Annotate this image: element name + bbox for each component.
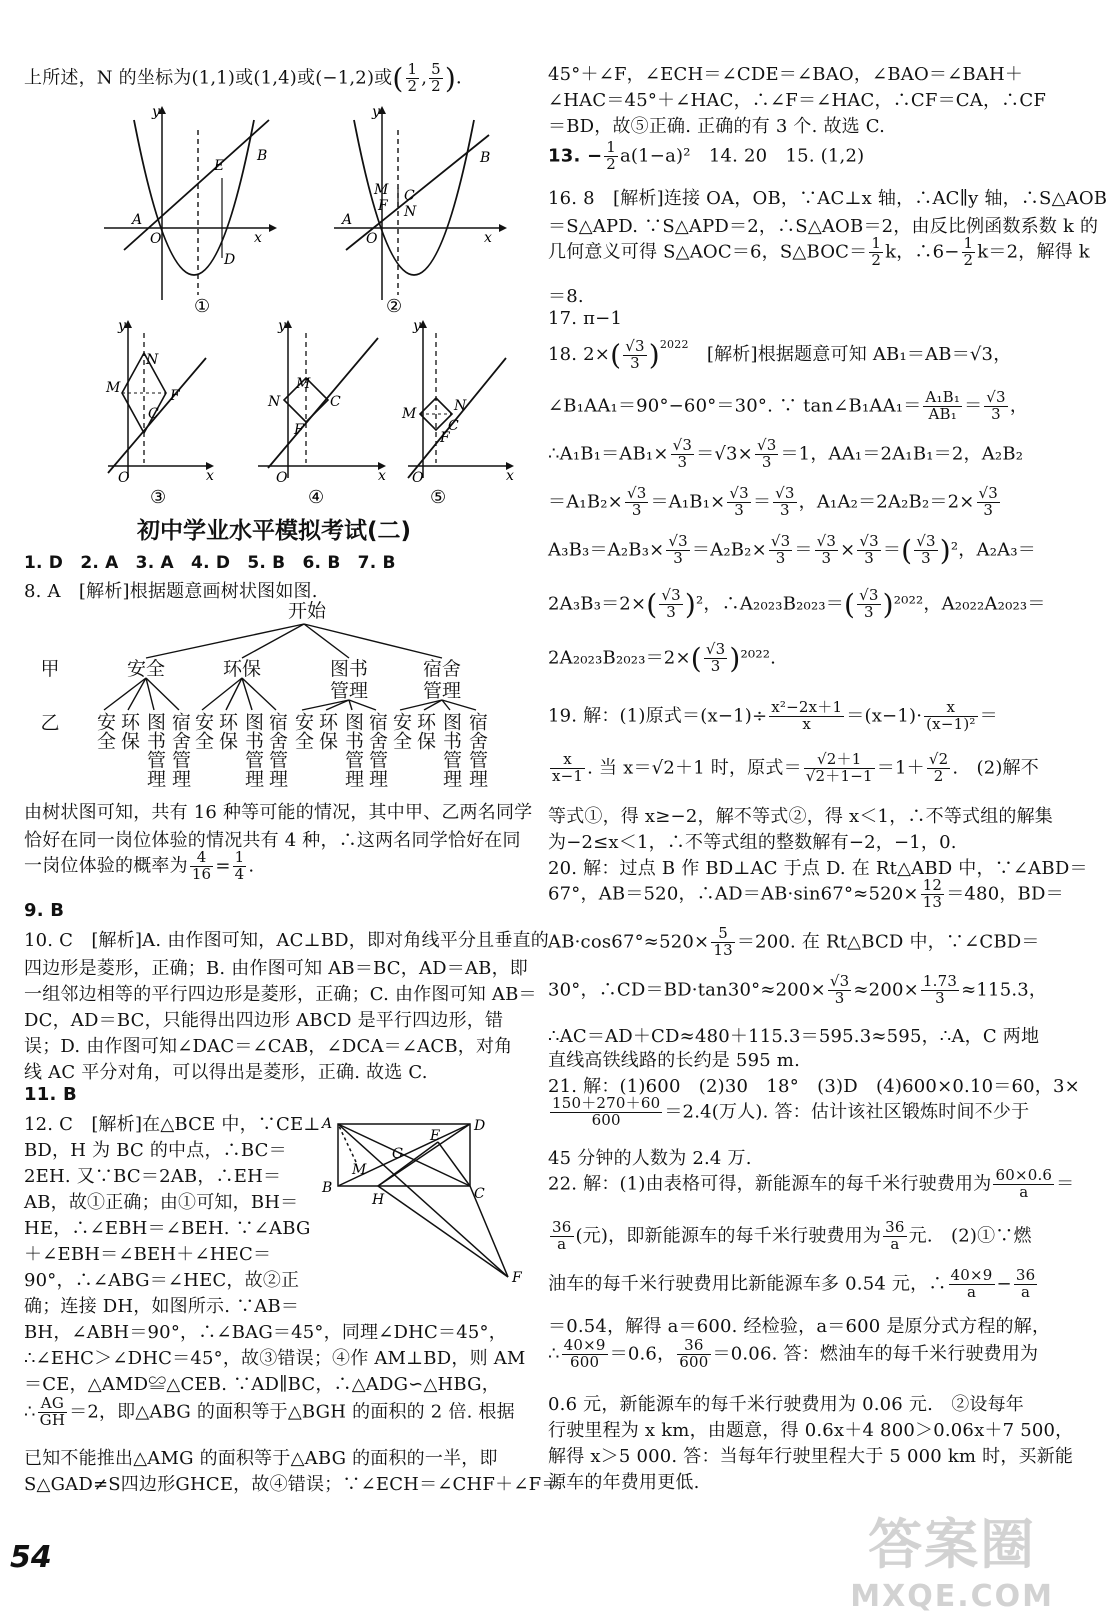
q8-text-1: 由树状图可知，共有 16 种等可能的情况，其中甲、乙两名同学 [24,802,533,823]
q20-4: 30°，∴CD＝BD·tan30°≈200× $\frac{√3}{3}$ ≈200× $\frac{1.73}{3}$ ≈115.3， [548,972,1048,1007]
figure-5 [401,318,514,486]
answers-1-7: 1. D 2. A 3. A 4. D 5. B 6. B 7. B [24,553,396,573]
svg-text:O: O [150,231,162,247]
q12-fig-label-c: C [474,1186,485,1202]
q12-8: 确；连接 DH，如图所示. ∵AB＝ [24,1296,300,1317]
fraction: $\frac{36}{a}$ [552,1218,572,1253]
q12-9: BH，∠ABH＝90°，∴∠BAG＝45°，同理∠DHC＝45°， [24,1322,507,1343]
intro-line: 上所述，N 的坐标为(1,1)或(1,4)或(−1,2)或( $\frac{1}{2}$ , $\frac{5}{2}$ )． [24,60,475,95]
svg-text:x: x [484,230,492,246]
section-heading: 初中学业水平模拟考试(二) [136,518,412,544]
figure-3-label: ③ [150,487,167,508]
svg-text:N: N [404,204,417,220]
q8-text-3: 一岗位体验的概率为 $\frac{4}{16}$ = $\frac{1}{4}$ . [24,848,255,883]
q21-1: 21. 解：(1)600 (2)30 18° (3)D (4)600×0.10＝60，3× [548,1076,1080,1097]
q18-1: 18. 2×( $\frac{√3}{3}$ )$^{2022}$ [解析]根据题意可知 AB₁＝AB＝√3， [548,336,1012,372]
q12-10: ∴∠EHC＞∠DHC＝45°，故③错误；④作 AM⊥BD，则 AM [24,1348,526,1369]
q12-fig-label-g: G [392,1146,404,1162]
q12-fig-label-a: A [322,1116,333,1132]
tree-leaf: 环保 [316,712,338,750]
svg-text:x: x [378,468,386,484]
svg-text:C: C [148,406,159,422]
q12-12: ∴ $\frac{AG}{GH}$ ＝2，即△ABG 的面积等于△BGH 的面积的 2 倍. 根据 [24,1394,515,1429]
q21-3: 45 分钟的人数为 2.4 万. [548,1148,752,1169]
svg-text:x: x [254,230,262,246]
q12-fig-label-e: E [430,1128,441,1144]
fraction: $\frac{√3}{3}$ [626,484,647,519]
fraction: $\frac{150+270+60}{600}$ [552,1094,661,1129]
fraction: $\frac{36}{a}$ [885,1218,905,1253]
fraction: $\frac{1.73}{3}$ [922,972,958,1007]
q18-2: ∠B₁AA₁＝90°−60°＝30°. ∵ tan∠B₁AA₁＝ $\frac{\text{A₁B₁}}{\text{AB₁}}$ ＝ $\frac{√3}{3}$ ， [548,388,1029,423]
tree-label-yi: 乙 [40,712,60,734]
q22-6: 0.6 元，新能源车的每千米行驶费用为 0.06 元. ②设每年 [548,1394,1024,1415]
tree-leaf: 安全 [292,712,314,750]
fraction: $\frac{√2}{2}$ [928,750,949,785]
fraction: $\frac{√3}{3}$ [756,436,777,471]
q12-1: 12. C [解析]在△BCE 中，∵CE⊥ [24,1114,321,1135]
tree-leaf: 安全 [192,712,214,750]
watermark-title: 答案圈 [868,1513,1037,1576]
fraction: $\frac{√3}{3}$ [916,532,936,567]
svg-text:D: D [224,252,236,268]
tree-leaf: 宿舍管理 [366,712,388,788]
q10-6: 线 AC 平分对角，可以得出是菱形，正确. 故选 C. [24,1062,428,1083]
q20-5: ∴AC＝AD＋CD≈480＋115.3＝595.3≈595，∴A，C 两地 [548,1026,1040,1047]
fraction: $\frac{36}{a}$ [1015,1266,1036,1301]
fraction: $\frac{√3}{3}$ [859,532,879,567]
r-line-1: 45°＋∠F，∠ECH＝∠CDE＝∠BAO，∠BAO＝∠BAH＋ [548,64,1024,85]
tree-diagram [24,600,524,790]
figure-5-label: ⑤ [430,487,447,508]
fraction: $\frac{√2+1}{√2+1-1}$ [805,750,873,785]
svg-text:N: N [146,352,159,368]
fraction: $\frac{36}{600}$ [679,1336,709,1371]
q16-2: ＝S△APD. ∵S△APD＝2，∴S△AOB＝2，由反比例函数系数 k 的 [548,216,1099,237]
fraction: $\frac{√3}{3}$ [729,484,749,519]
fraction: $\frac{√3}{3}$ [625,336,645,372]
svg-text:y: y [152,104,160,120]
parabola-figures [94,100,514,315]
figure-4-label: ④ [308,487,325,508]
q22-8: 解得 x＞5 000. 答：当每年行驶里程大于 5 000 km 时，买新能 [548,1446,1074,1467]
q13-15: 13. − $\frac{1}{2}$ a(1−a)² 14. 20 15. (1,2) [548,138,865,173]
r-line-3: ＝BD，故⑤正确. 正确的有 3 个. 故选 C. [548,116,886,137]
watermark-url: MXQE.COM [850,1579,1054,1614]
svg-text:M: M [374,182,389,198]
fraction: $\frac{x}{\text{(x−1)²}}$ [926,698,976,733]
tree-label-jia: 甲 [40,658,60,680]
tree-leaf: 宿舍管理 [466,712,488,788]
q16-1: 16. 8 [解析]连接 OA，OB，∵AC⊥x 轴，∴AC∥y 轴，∴S△AOB [548,188,1107,209]
figure-1 [104,104,277,300]
tree-leaf: 图书管理 [144,712,166,788]
q9: 9. B [24,900,65,921]
fraction: $\frac{60\times 0.6}{a}$ [995,1166,1053,1201]
q10-1: 10. C [解析]A. 由作图可知，AC⊥BD，即对角线平分且垂直的 [24,930,549,951]
figure-1-label: ① [194,296,211,317]
fraction: $\frac{5}{13}$ [713,924,733,959]
figure-2 [334,104,507,300]
fraction: $\frac{AG}{GH}$ [39,1394,66,1429]
square-figures [88,318,528,508]
q12-fig-label-m: M [352,1162,367,1178]
tree-root: 开始 [287,600,326,622]
tree-leaf: 图书管理 [440,712,462,788]
q22-1: 22. 解：(1)由表格可得，新能源车的每千米行驶费用为 $\frac{60\times 0.6}{a}$ ＝ [548,1166,1075,1201]
q12-11: ＝CE，△AMD≌△CEB. ∵AD∥BC，∴△ADG∽△HBG， [24,1374,500,1395]
q8-intro: 8. A [解析]根据题意画树状图如图. [24,581,318,602]
figure-4 [258,318,386,486]
svg-text:y: y [118,318,126,334]
q12-fig-label-h: H [372,1192,385,1208]
q16-4: ＝8. [548,286,584,307]
tree-leaf: 图书管理 [242,712,264,788]
q20-1: 20. 解：过点 B 作 BD⊥AC 于点 D. 在 Rt△ABD 中，∵∠ABD＝ [548,858,1088,879]
q12-6: ＋∠EBH＝∠BEH＋∠HEC＝ [24,1244,272,1265]
figure-3 [105,318,214,486]
tree-l1-tushu: 图书 管理 [329,658,368,702]
svg-text:F: F [378,198,388,214]
q10-3: 一组邻边相等的平行四边形是菱形，正确；C. 由作图可知 AB＝ [24,984,537,1005]
fraction: $\frac{1}{2}$ [407,60,418,95]
q12-5: HE，∴∠EBH＝∠BEH. ∵∠ABG [24,1218,311,1239]
page-number: 54 [10,1540,52,1575]
fraction: $\frac{√3}{3}$ [978,484,999,519]
q19-1: 19. 解：(1)原式＝(x−1)÷ $\frac{\text{x²−2x＋1}}{x}$ ＝(x−1)· $\frac{x}{\text{(x−1)²}}$ ＝ [548,698,998,733]
q22-5: ∴ $\frac{40\times 9}{600}$ ＝0.6， $\frac{36}{600}$ ＝0.06. 答：燃油车的每千米行驶费用为 [548,1336,1039,1371]
tree-leaf: 宿舍管理 [169,712,191,788]
svg-text:C: C [330,394,341,410]
fraction: $\frac{12}{13}$ [922,876,943,911]
fraction: $\frac{1}{2}$ [606,138,616,173]
svg-text:A: A [132,212,143,228]
q17: 17. π−1 [548,308,623,329]
q12-2: BD，H 为 BC 的中点，∴BC＝ [24,1140,287,1161]
tree-leaf: 环保 [216,712,238,750]
fraction: $\frac{\text{x²−2x＋1}}{x}$ [771,698,843,733]
tree-l1-huanbao: 环保 [222,658,261,680]
fraction: $\frac{\text{A₁B₁}}{\text{AB₁}}$ [925,388,961,423]
q12-fig-label-f: F [512,1270,522,1286]
fraction: $\frac{√3}{3}$ [770,532,791,567]
fraction: $\frac{1}{2}$ [871,234,882,269]
q18-3: ∴A₁B₁＝AB₁× $\frac{√3}{3}$ ＝√3× $\frac{√3}{3}$ ＝1，AA₁＝2A₁B₁＝2，A₂B₂ [548,436,1024,471]
svg-text:C: C [404,188,415,204]
fraction: $\frac{40\times 9}{a}$ [950,1266,993,1301]
svg-text:F: F [294,422,304,438]
q10-5: 误；D. 由作图可知∠DAC＝∠CAB，∠DCA＝∠ACB，对角 [24,1036,513,1057]
fraction: $\frac{1}{4}$ [234,848,245,883]
fraction: $\frac{√3}{3}$ [829,972,850,1007]
svg-text:B: B [257,148,268,164]
fraction: $\frac{√3}{3}$ [816,532,837,567]
svg-text:M: M [402,406,417,422]
q19-3: 等式①，得 x≥−2，解不等式②，得 x＜1，∴不等式组的解集 [548,806,1054,827]
q18-5: A₃B₃＝A₂B₃× $\frac{√3}{3}$ ＝A₂B₂× $\frac{√3}{3}$ ＝ $\frac{√3}{3}$ × $\frac{√3}{3}$ ＝( $\frac{√3}{3}$ )²，A₂A₃＝ [548,532,1036,567]
svg-text:y: y [413,318,421,334]
svg-text:M: M [106,380,121,396]
svg-text:F: F [170,388,180,404]
svg-text:N: N [454,398,467,414]
q16-3: 几何意义可得 S△AOC＝6，S△BOC＝ $\frac{1}{2}$ k，∴6− $\frac{1}{2}$ k＝2，解得 k [548,234,1090,269]
fraction: $\frac{1}{2}$ [963,234,974,269]
q22-2: $\frac{36}{a}$ (元)，即新能源车的每千米行驶费用为 $\frac{36}{a}$ 元. (2)①∵燃 [552,1218,1032,1253]
figure-2-label: ② [386,296,403,317]
q18-6: 2A₃B₃＝2×( $\frac{√3}{3}$ )²，∴A₂₀₂₃B₂₀₂₃＝( $\frac{√3}{3}$ )²⁰²²，A₂₀₂₂A₂₀₂₃＝ [548,586,1046,621]
svg-text:M: M [296,376,311,392]
watermark-logo [850,1502,1054,1614]
q20-3: AB·cos67°≈520× $\frac{5}{13}$ ＝200. 在 Rt△BCD 中，∵∠CBD＝ [548,924,1040,959]
svg-text:B: B [480,150,491,166]
svg-text:O: O [118,470,130,486]
fraction: $\frac{4}{16}$ [191,848,212,883]
r-line-2: ∠HAC＝45°＋∠HAC，∴∠F＝∠HAC，∴CF＝CA，∴CF [548,90,1047,111]
tree-leaf: 图书管理 [342,712,364,788]
q20-2: 67°，AB＝520，∴AD＝AB·sin67°≈520× $\frac{12}{13}$ ＝480，BD＝ [548,876,1064,911]
q18-4: ＝A₁B₂× $\frac{√3}{3}$ ＝A₁B₁× $\frac{√3}{3}$ ＝ $\frac{√3}{3}$ ，A₁A₂＝2A₂B₂＝2× $\frac{√3}{3}$ [548,484,999,519]
svg-text:O: O [412,470,424,486]
q12-3: 2EH. 又∵BC＝2AB，∴EH＝ [24,1166,282,1187]
fraction: $\frac{√3}{3}$ [986,388,1006,423]
tree-leaf: 安全 [390,712,412,750]
svg-text:O: O [276,470,288,486]
svg-text:x: x [206,468,214,484]
q22-3: 油车的每千米行驶费用比新能源车多 0.54 元，∴ $\frac{40\times 9}{a}$ − $\frac{36}{a}$ [548,1266,1036,1301]
q12-figure [318,1112,528,1292]
q12-fig-label-d: D [474,1118,486,1134]
q8-text-2: 恰好在同一岗位体验的情况共有 4 种，∴这两名同学恰好在同 [24,830,521,851]
q10-4: DC，AD＝BC，只能得出四边形 ABCD 是平行四边形，错 [24,1010,504,1031]
tree-leaf: 宿舍管理 [266,712,288,788]
fraction: $\frac{x}{x-1}$ [552,750,584,785]
fraction: $\frac{√3}{3}$ [668,532,688,567]
fraction: $\frac{√3}{3}$ [859,586,879,621]
svg-text:x: x [506,468,514,484]
q19-2: $\frac{x}{x-1}$ . 当 x＝√2＋1 时，原式＝ $\frac{√2+1}{√2+1-1}$ ＝1＋ $\frac{√2}{2}$ . (2)解不 [552,750,1039,785]
fraction: $\frac{√3}{3}$ [775,484,795,519]
svg-text:O: O [366,231,378,247]
fraction: $\frac{5}{2}$ [431,60,441,95]
tree-leaf: 环保 [414,712,436,750]
fraction: $\frac{√3}{3}$ [705,640,726,675]
q20-6: 直线高铁线路的长约是 595 m. [548,1050,800,1071]
fraction: $\frac{40\times 9}{600}$ [563,1336,606,1371]
svg-text:y: y [372,104,380,120]
svg-text:y: y [278,318,286,334]
svg-text:E: E [214,158,225,174]
q12-4: AB，故①正确；由①可知，BH＝ [24,1192,299,1213]
tree-l1-anquan: 安全 [126,658,165,680]
tree-leaf: 环保 [118,712,140,750]
q22-9: 源车的年费用更低. [548,1472,700,1493]
tree-leaf: 安全 [94,712,116,750]
q12-fig-label-b: B [322,1180,333,1196]
q12-7: 90°，∴∠ABG＝∠HEC，故②正 [24,1270,300,1291]
q11: 11. B [24,1084,77,1105]
q10-2: 四边形是菱形，正确；B. 由作图可知 AB＝BC，AD＝AB，即 [24,958,529,979]
q12-13: 已知不能推出△AMG 的面积等于△ABG 的面积的一半，即 [24,1448,498,1469]
svg-text:C: C [448,418,459,434]
q22-7: 行驶里程为 x km，由题意，得 0.6x＋4 800＞0.06x＋7 500， [548,1420,1074,1441]
q19-4: 为−2≤x＜1，∴不等式组的整数解有−2，−1，0. [548,832,957,853]
svg-text:F: F [440,430,450,446]
q21-2: $\frac{150+270+60}{600}$ ＝2.4(万人). 答：估计该社区锻炼时间不少于 [552,1094,1030,1129]
fraction: $\frac{√3}{3}$ [672,436,693,471]
svg-text:A: A [342,212,353,228]
tree-l1-sushe: 宿舍 管理 [422,658,461,702]
q12-14: S△GAD≠S四边形GHCE，故④错误；∵∠ECH＝∠CHF＋∠F＝ [24,1474,560,1495]
q22-4: ＝0.54，解得 a＝600. 经检验，a＝600 是原分式方程的解， [548,1316,1051,1337]
fraction: $\frac{√3}{3}$ [661,586,681,621]
svg-text:N: N [268,394,281,410]
q18-7: 2A₂₀₂₃B₂₀₂₃＝2×( $\frac{√3}{3}$ )²⁰²². [548,640,777,675]
